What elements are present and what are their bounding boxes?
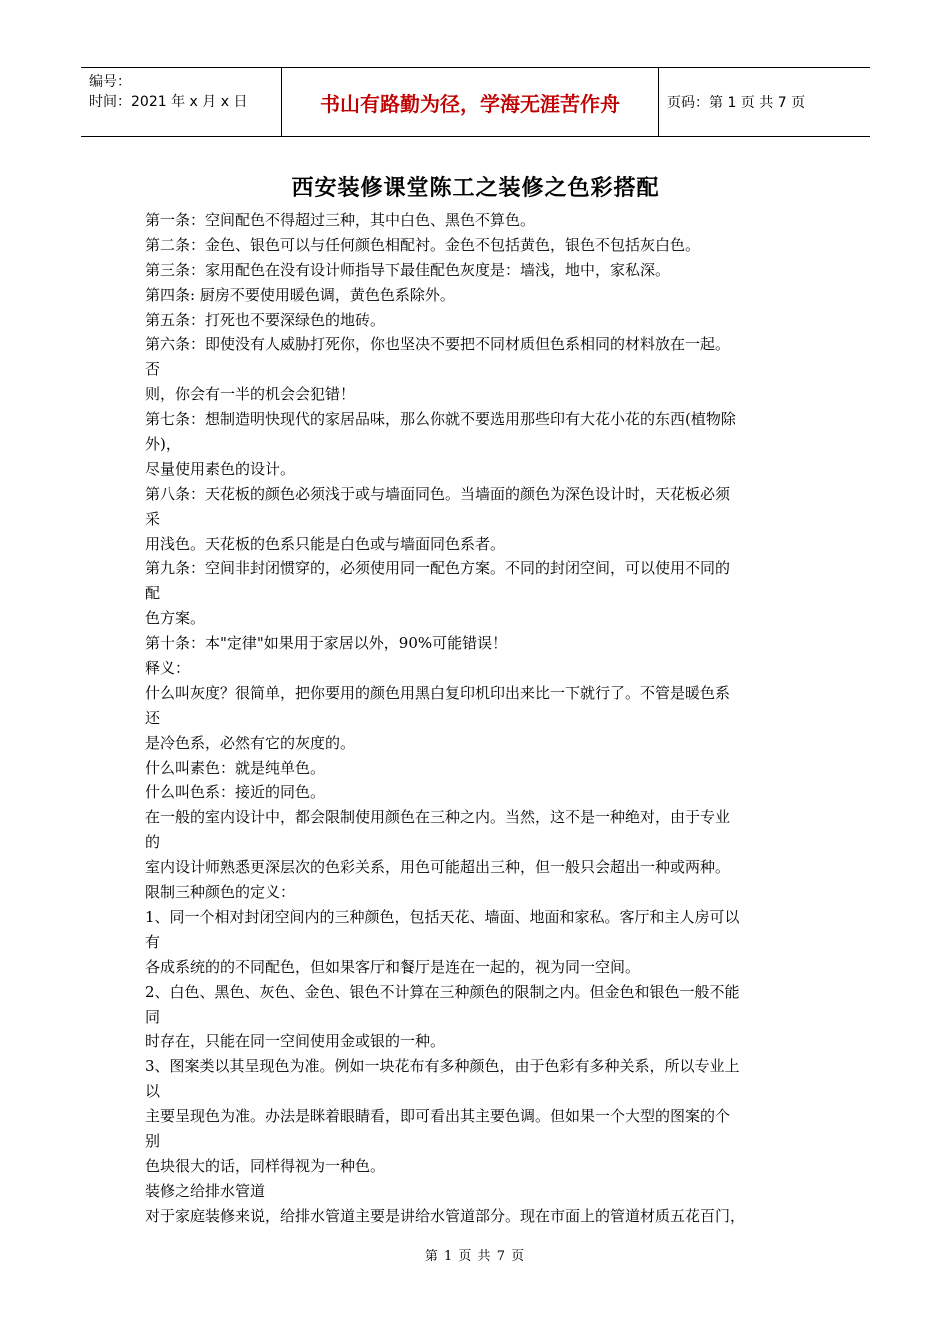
text-line: 则，你会有一半的机会会犯错！ (145, 385, 356, 404)
text-line: 有 (145, 932, 161, 951)
text-line: 还 (145, 708, 161, 727)
text-line: 配 (145, 584, 161, 603)
text-line: 用浅色。天花板的色系只能是白色或与墙面同色系者。 (145, 534, 506, 553)
text-line: 否 (145, 360, 161, 379)
text-line: 第三条：家用配色在没有设计师指导下最佳配色灰度是：墙浅，地中，家私深。 (145, 260, 671, 279)
text-line: 第二条：金色、银色可以与任何颜色相配衬。金色不包括黄色，银色不包括灰白色。 (145, 235, 701, 254)
text-line: 第一条：空间配色不得超过三种，其中白色、黑色不算色。 (145, 211, 536, 229)
text-line: 限制三种颜色的定义： (145, 883, 296, 902)
number-label: 编号： (89, 74, 131, 90)
text-line: 3、图案类以其呈现色为准。例如一块花布有多种颜色，由于色彩有多种关系，所以专业上 (145, 1057, 740, 1076)
time-label: 时间：2021 年 x 月 x 日 (89, 94, 248, 110)
text-line: 是冷色系，必然有它的灰度的。 (145, 733, 356, 752)
motto: 书山有路勤为径，学海无涯苦作舟 (282, 68, 659, 136)
text-line: 同 (145, 1007, 161, 1026)
document-title: 西安装修课堂陈工之装修之色彩搭配 (291, 175, 660, 201)
text-line: 在一般的室内设计中，都会限制使用颜色在三种之内。当然，这不是一种绝对，由于专业 (145, 808, 731, 827)
text-line: 什么叫色系：接近的同色。 (145, 783, 326, 802)
text-line: 第七条：想制造明快现代的家居品味，那么你就不要选用那些印有大花小花的东西(植物除 (145, 410, 736, 429)
text-line: 尽量使用素色的设计。 (145, 459, 296, 478)
text-line: 对于家庭装修来说，给排水管道主要是讲给水管道部分。现在市面上的管道材质五花百门， (145, 1206, 746, 1225)
text-line: 释义： (145, 659, 191, 678)
header-meta (81, 68, 282, 136)
page-footer: 第 1 页 共 7 页 (424, 1249, 526, 1264)
text-line: 第十条：本"定律"如果用于家居以外，90%可能错误！ (145, 634, 508, 653)
text-line: 2、白色、黑色、灰色、金色、银色不计算在三种颜色的限制之内。但金色和银色一般不能 (145, 982, 740, 1001)
text-line: 采 (145, 509, 161, 528)
text-line: 外)， (145, 435, 181, 454)
page-info: 页码：第 1 页 共 7 页 (667, 95, 806, 111)
text-line: 装修之给排水管道 (145, 1181, 266, 1200)
text-line: 别 (145, 1131, 161, 1150)
text-line: 第九条：空间非封闭惯穿的，必须使用同一配色方案。不同的封闭空间，可以使用不同的 (145, 559, 731, 578)
text-line: 时存在，只能在同一空间使用金或银的一种。 (145, 1032, 446, 1051)
text-line: 主要呈现色为准。办法是眯着眼睛看，即可看出其主要色调。但如果一个大型的图案的个 (145, 1107, 731, 1126)
text-line: 以 (145, 1082, 161, 1101)
text-line: 的 (145, 833, 161, 852)
text-line: 第八条：天花板的颜色必须浅于或与墙面同色。当墙面的颜色为深色设计时，天花板必须 (145, 484, 731, 503)
text-line: 第四条: 厨房不要使用暖色调，黄色色系除外。 (145, 285, 455, 304)
text-line: 色块很大的话，同样得视为一种色。 (145, 1156, 386, 1175)
document-body (145, 208, 809, 1229)
text-line: 第五条：打死也不要深绿色的地砖。 (145, 310, 386, 329)
text-line: 1、同一个相对封闭空间内的三种颜色，包括天花、墙面、地面和家私。客厅和主人房可以 (145, 907, 740, 926)
text-line: 各成系统的的不同配色，但如果客厅和餐厅是连在一起的，视为同一空间。 (145, 957, 641, 976)
text-line: 什么叫灰度？很简单，把你要用的颜色用黑白复印机印出来比一下就行了。不管是暖色系 (145, 683, 731, 702)
text-line: 第六条：即使没有人威胁打死你，你也坚决不要把不同材质但色系相同的材料放在一起。 (145, 335, 731, 354)
text-line: 色方案。 (145, 609, 206, 628)
header-table (81, 67, 870, 137)
text-line: 什么叫素色：就是纯单色。 (145, 758, 326, 777)
text-line: 室内设计师熟悉更深层次的色彩关系，用色可能超出三种，但一般只会超出一种或两种。 (145, 858, 731, 877)
